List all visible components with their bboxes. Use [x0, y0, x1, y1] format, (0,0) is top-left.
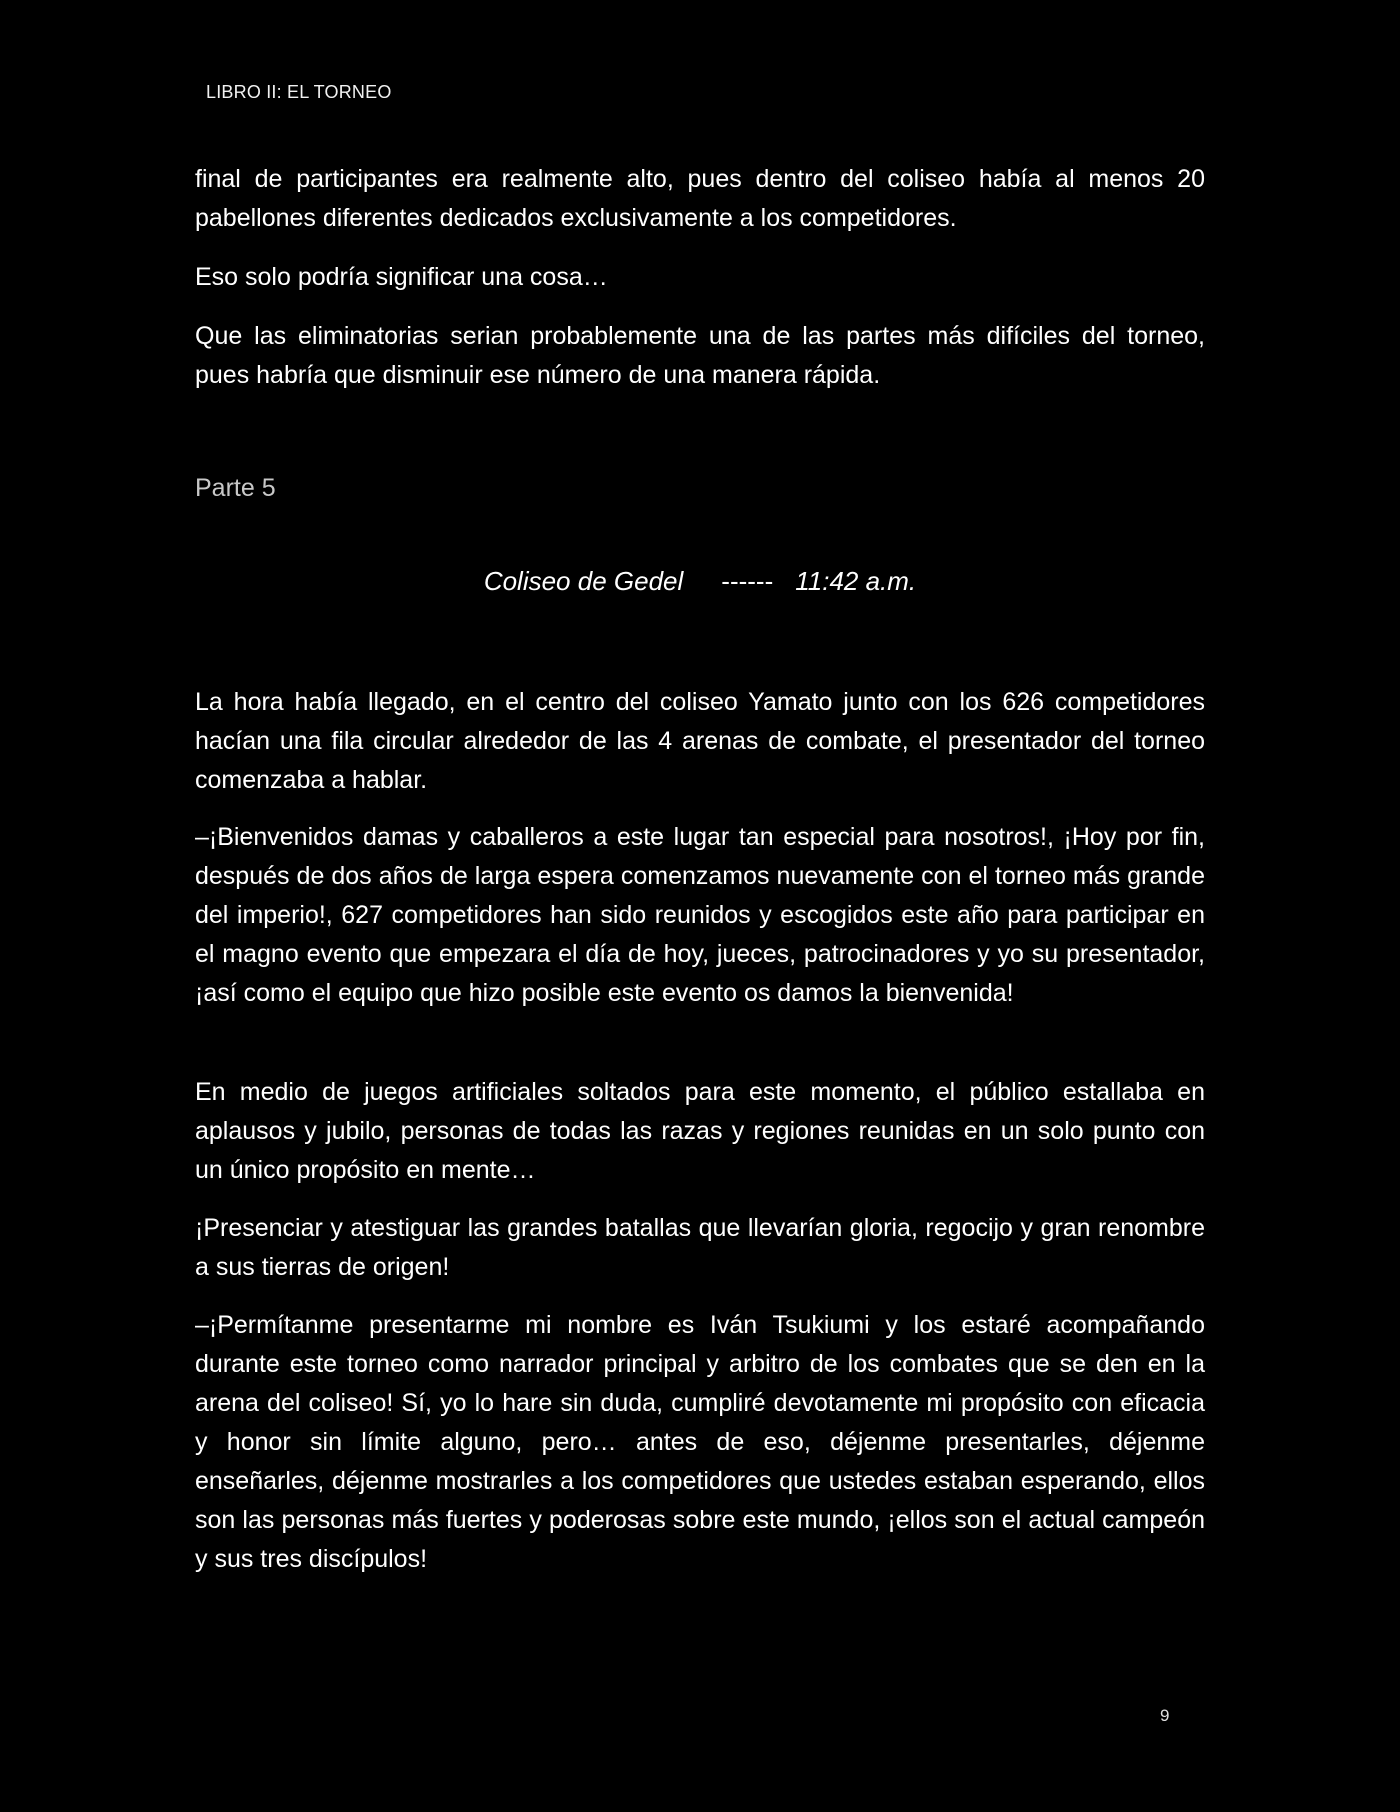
paragraph-8: –¡Permítanme presentarme mi nombre es Iván Tsukiumi y los estaré acompañando durante este torneo como narrador principal y arbitro de los combates que se den en la arena del coliseo! Sí, yo lo hare sin duda, cumpliré devotamente mi propósito con eficacia y honor sin límite alguno, pero… antes de eso, déjenme presentarles, déjenme enseñarles, déjenme mostrarles a los competidores que ustedes estaban esperando, ellos son las personas más fuertes y poderosas sobre este mundo, ¡ellos son el actual campeón y sus tres discípulos! — [195, 1311, 1205, 1573]
paragraph-3: Que las eliminatorias serian probablemente una de las partes más difíciles del torneo, pues habría que disminuir ese número de una manera rápida. — [195, 322, 1205, 389]
scene-time: 11:42 a.m. — [795, 566, 917, 596]
scene-separator: ------ — [721, 566, 774, 596]
page-number: 9 — [1160, 1706, 1170, 1725]
paragraph-2: Eso solo podría significar una cosa… — [195, 263, 608, 291]
paragraph-7: ¡Presenciar y atestiguar las grandes batallas que llevarían gloria, regocijo y gran renombre a sus tierras de origen! — [195, 1214, 1205, 1281]
paragraph-6: En medio de juegos artificiales soltados para este momento, el público estallaba en aplausos y jubilo, personas de todas las razas y regiones reunidas en un solo punto con un único propósito en mente… — [195, 1078, 1205, 1184]
paragraph-4: La hora había llegado, en el centro del coliseo Yamato junto con los 626 competidores hacían una fila circular alrededor de las 4 arenas de combate, el presentador del torneo comenzaba a hablar. — [195, 688, 1205, 794]
paragraph-5: –¡Bienvenidos damas y caballeros a este lugar tan especial para nosotros!, ¡Hoy por fin, después de dos años de larga espera comenzamos nuevamente con el torneo más grande del imperio!, 627 competidores han sido reunidos y escogidos este año para participar en el magno evento que empezara el día de hoy, jueces, patrocinadores y yo su presentador, ¡así como el equipo que hizo posible este evento os damos la bienvenida! — [195, 823, 1205, 1007]
running-header: LIBRO II: EL TORNEO — [206, 82, 392, 102]
scene-heading — [0, 566, 1400, 597]
paragraph-1: final de participantes era realmente alto, pues dentro del coliseo había al menos 20 pabellones diferentes dedicados exclusivamente a los competidores. — [195, 165, 1205, 232]
section-title: Parte 5 — [195, 474, 276, 502]
scene-place: Coliseo de Gedel — [483, 566, 684, 596]
